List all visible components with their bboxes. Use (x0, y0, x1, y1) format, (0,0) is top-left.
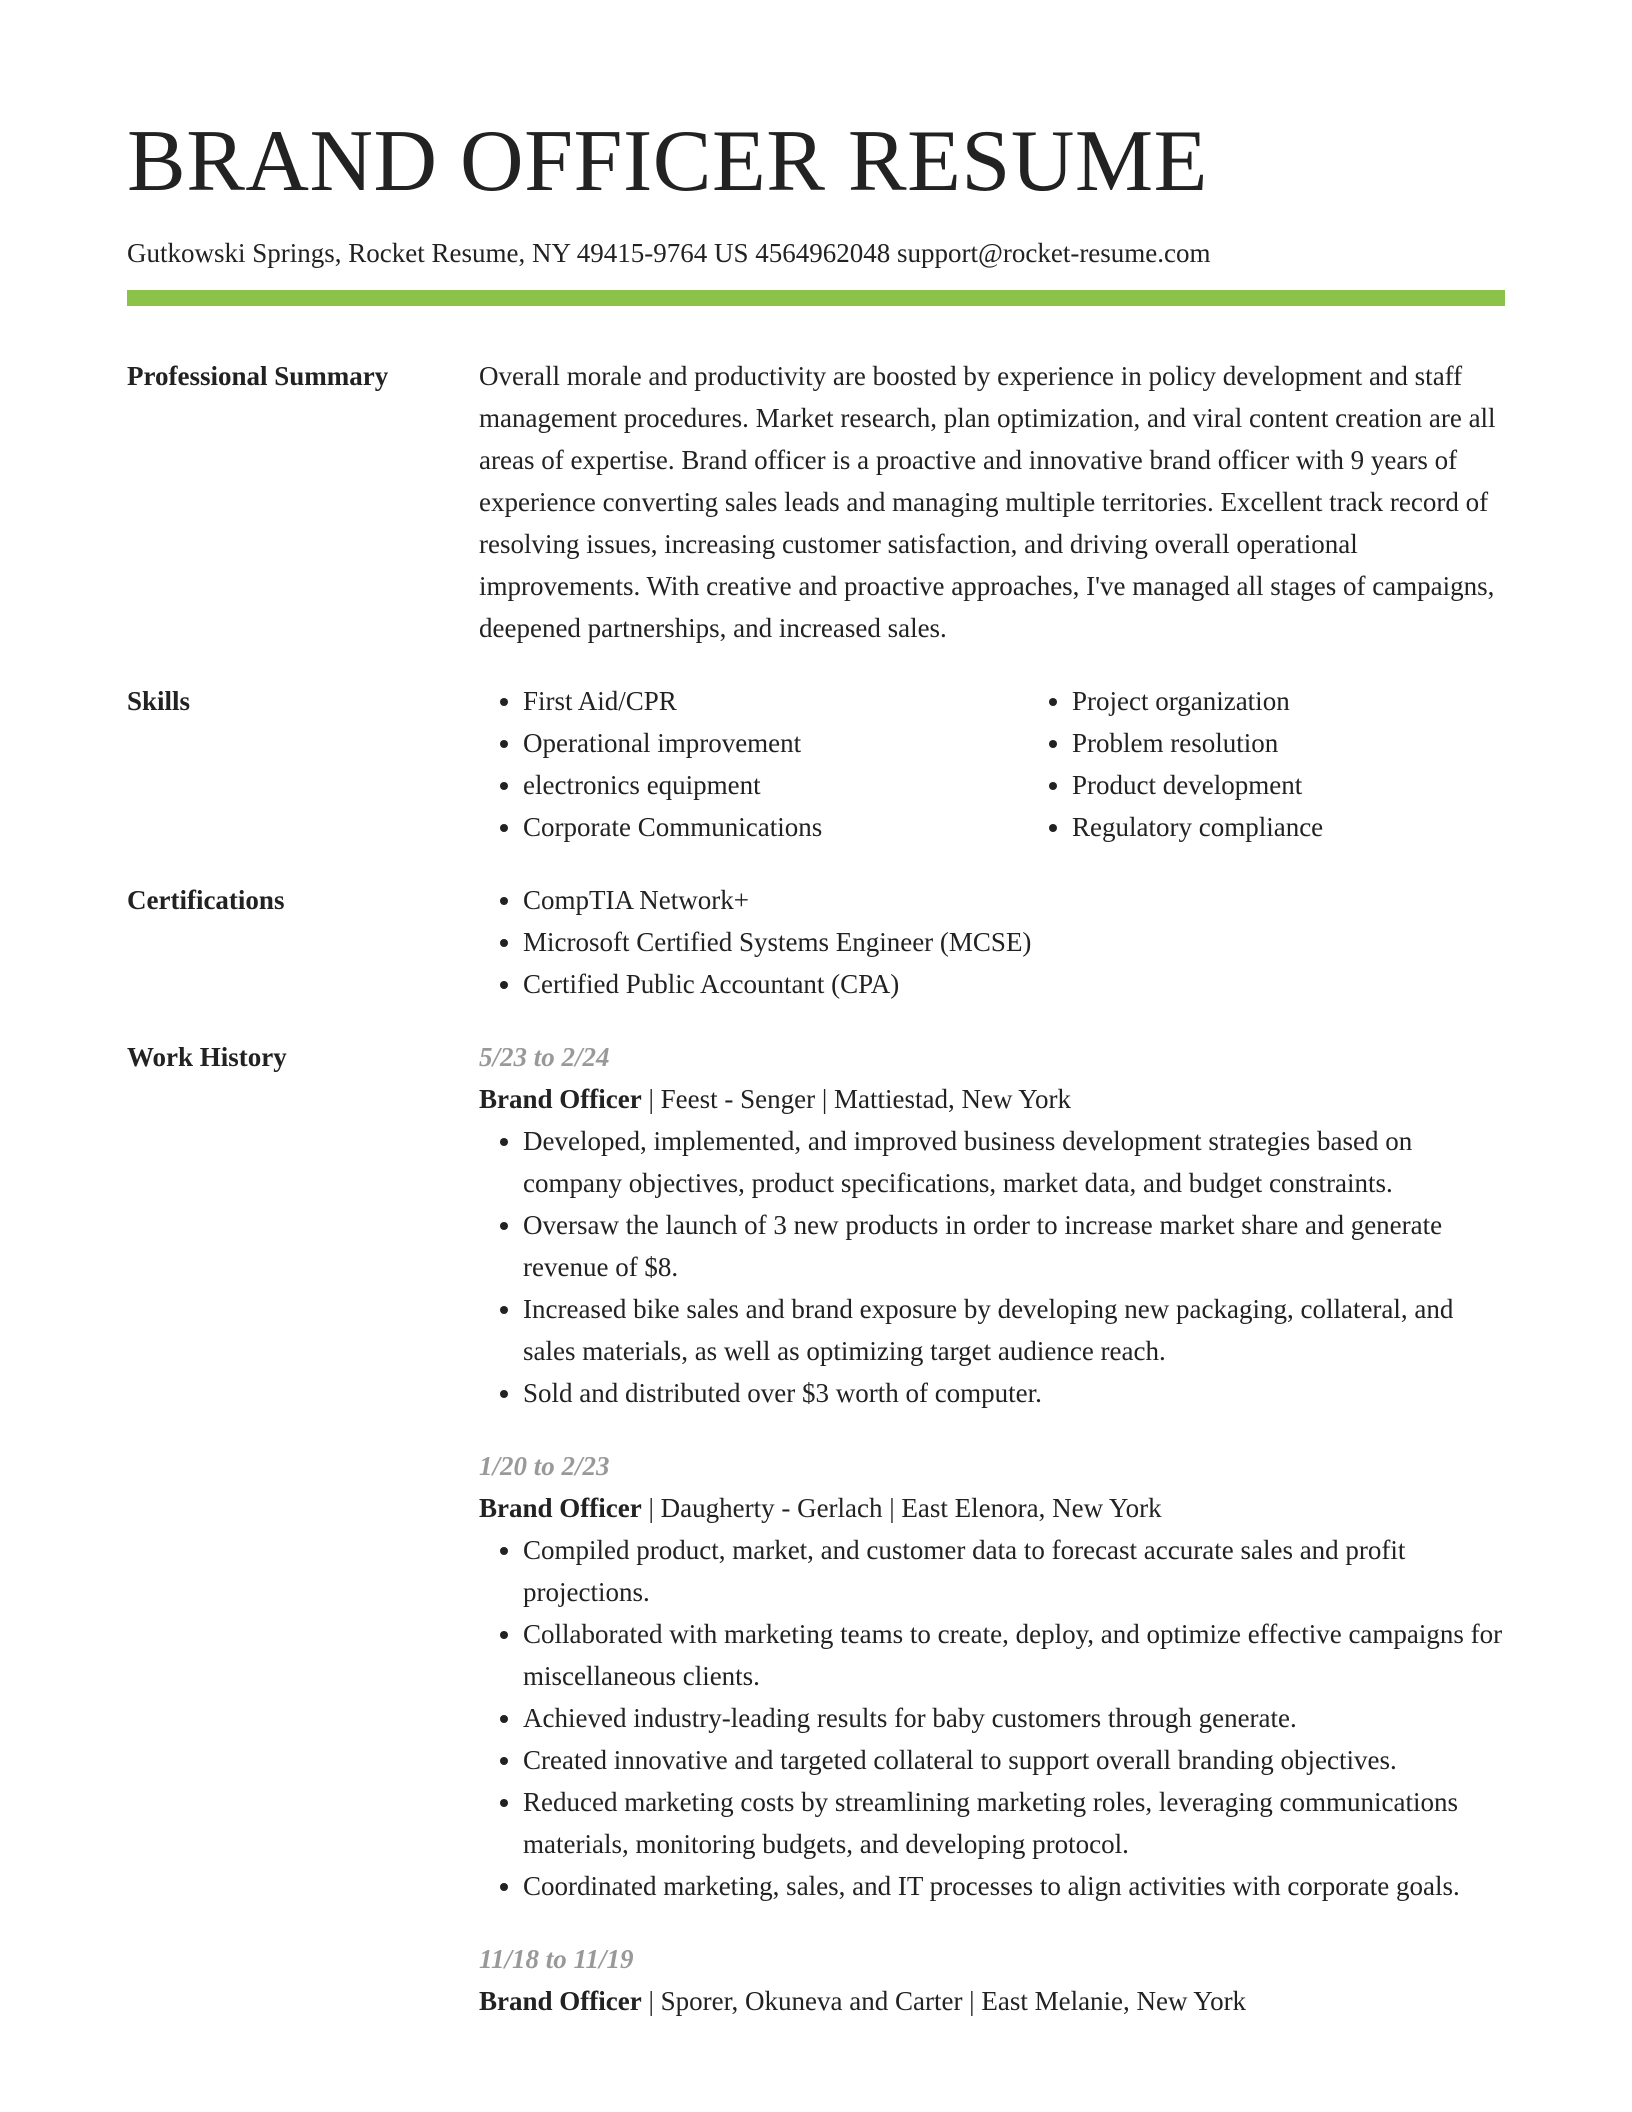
skill-item: • Problem resolution (1072, 722, 1577, 764)
section-label: Certifications (127, 885, 285, 915)
contact-phone: 4564962048 (755, 238, 891, 268)
skills-list-right (1028, 680, 1577, 848)
job-heading (479, 1980, 1505, 2022)
job-bullet: • Coordinated marketing, sales, and IT processes to align activities with corporate goals. (523, 1865, 1505, 1907)
summary-text: Overall morale and productivity are boosted by experience in policy development and staff management procedures. Market research, plan optimization, and viral content creation are all areas of expertise. Brand officer is a proactive and innovative brand officer with 9 years of experience converting sales leads and managing multiple territories. Excellent track record of resolving issues, increasing customer satisfaction, and driving overall operational improvements. With creative and proactive approaches, I've managed all stages of campaigns, deepened partnerships, and increased sales. (479, 361, 1496, 643)
job-bullet: • Developed, implemented, and improved business development strategies based on company objectives, product specifications, market data, and budget constraints. (523, 1120, 1505, 1204)
skill-item: • electronics equipment (523, 764, 1028, 806)
contact-email: support@rocket-resume.com (897, 238, 1211, 268)
job-bullet: • Oversaw the launch of 3 new products in order to increase market share and generate revenue of $8. (523, 1204, 1505, 1288)
resume-title: BRAND OFFICER RESUME (127, 113, 1208, 210)
skills-columns (479, 680, 1577, 848)
job-heading (479, 1487, 1505, 1529)
job-details: | Sporer, Okuneva and Carter | East Melanie, New York (641, 1986, 1247, 2016)
contact-address: Gutkowski Springs, Rocket Resume, NY 49415-9764 US (127, 238, 749, 268)
section-body (479, 355, 1505, 649)
certification-item: • CompTIA Network+ (523, 879, 1505, 921)
certifications-list (479, 879, 1505, 1005)
skill-item: • Project organization (1072, 680, 1577, 722)
skill-item: • First Aid/CPR (523, 680, 1028, 722)
certifications-section (127, 879, 1505, 1005)
contact-line (127, 236, 1505, 270)
section-body (479, 680, 1577, 848)
job-entry (479, 1938, 1505, 2022)
job-heading (479, 1078, 1505, 1120)
certification-item: • Certified Public Accountant (CPA) (523, 963, 1505, 1005)
section-label: Work History (127, 1042, 287, 1072)
job-bullet: • Compiled product, market, and customer data to forecast accurate sales and profit projections. (523, 1529, 1505, 1613)
job-entry (479, 1036, 1505, 1414)
job-bullet: • Achieved industry-leading results for baby customers through generate. (523, 1697, 1505, 1739)
job-details: | Daugherty - Gerlach | East Elenora, New York (641, 1493, 1162, 1523)
job-dates: 5/23 to 2/24 (479, 1042, 610, 1072)
job-details: | Feest - Senger | Mattiestad, New York (641, 1084, 1071, 1114)
skills-section (127, 680, 1505, 848)
section-label: Skills (127, 686, 191, 716)
job-bullet: • Collaborated with marketing teams to create, deploy, and optimize effective campaigns for miscellaneous clients. (523, 1613, 1505, 1697)
skill-item: • Corporate Communications (523, 806, 1028, 848)
skills-list-left (479, 680, 1028, 848)
job-bullet-list (479, 1120, 1505, 1414)
job-title: Brand Officer (479, 1493, 642, 1523)
job-dates: 1/20 to 2/23 (479, 1451, 610, 1481)
job-title: Brand Officer (479, 1084, 642, 1114)
job-dates: 11/18 to 11/19 (479, 1944, 634, 1974)
job-bullet-list (479, 1529, 1505, 1907)
accent-divider (127, 290, 1505, 306)
section-label: Professional Summary (127, 361, 389, 391)
skill-item: • Operational improvement (523, 722, 1028, 764)
job-title: Brand Officer (479, 1986, 642, 2016)
certification-item: • Microsoft Certified Systems Engineer (MCSE) (523, 921, 1505, 963)
work-history-section (127, 1036, 1505, 2022)
job-bullet: • Increased bike sales and brand exposure by developing new packaging, collateral, and sales materials, as well as optimizing target audience reach. (523, 1288, 1505, 1372)
skill-item: • Regulatory compliance (1072, 806, 1577, 848)
job-bullet: • Created innovative and targeted collateral to support overall branding objectives. (523, 1739, 1505, 1781)
section-body (479, 1036, 1505, 2022)
job-bullet: • Reduced marketing costs by streamlining marketing roles, leveraging communications materials, monitoring budgets, and developing protocol. (523, 1781, 1505, 1865)
section-body (479, 879, 1505, 1005)
job-bullet: • Sold and distributed over $3 worth of computer. (523, 1372, 1505, 1414)
skill-item: • Product development (1072, 764, 1577, 806)
job-entry (479, 1445, 1505, 1907)
summary-section (127, 355, 1505, 649)
